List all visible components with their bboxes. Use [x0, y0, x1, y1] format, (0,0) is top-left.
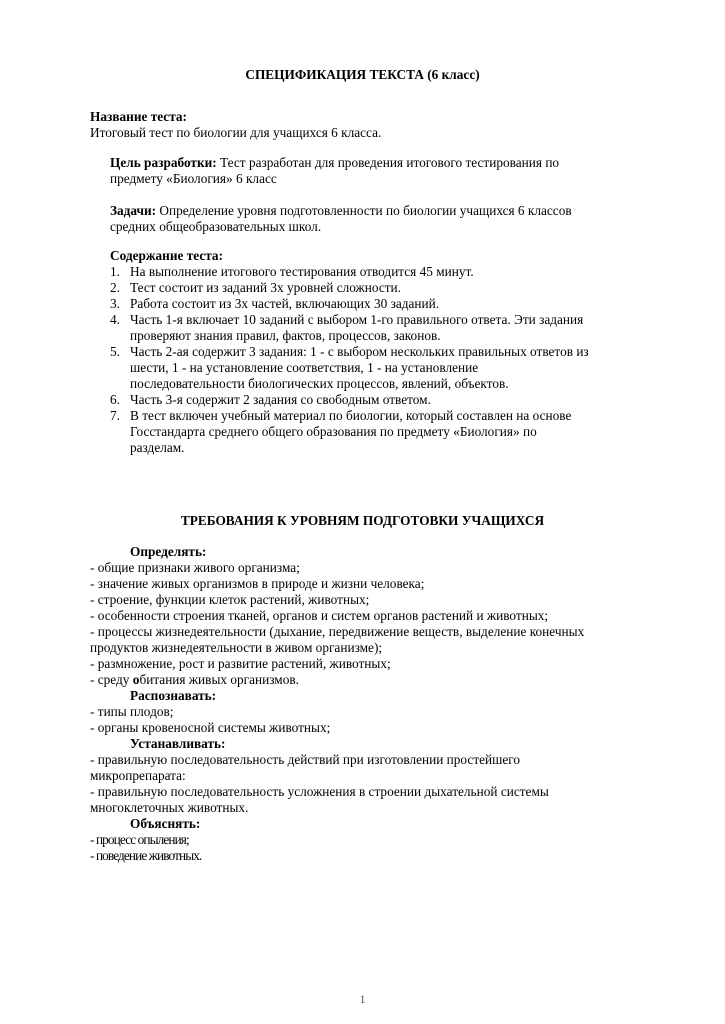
content-item [110, 408, 670, 456]
content-item-line: Часть 1-я включает 10 заданий с выбором 1-го правильного ответа. Эти задания [130, 312, 584, 327]
content-item-line: Госстандарта среднего общего образования по предмету «Биология» по [130, 424, 537, 439]
requirement-item: - поведение животных. [90, 848, 202, 863]
define-last-c: битания живых организмов. [139, 672, 299, 687]
content-item-line: проверяют знания правил, фактов, процессов, законов. [130, 328, 441, 343]
requirement-item: - типы плодов; [90, 704, 174, 719]
content-item [110, 392, 670, 408]
define-list [90, 560, 670, 672]
content-item-line: Часть 2-ая содержит 3 задания: 1 - с выбором нескольких правильных ответов из [130, 344, 589, 359]
content-item-number: 4. [110, 312, 120, 327]
goal-text-2: предмету «Биология» 6 класс [110, 171, 277, 186]
requirement-item: - общие признаки живого организма; [90, 560, 300, 575]
content-list [110, 264, 670, 456]
goal-section [110, 155, 559, 187]
requirement-item: - строение, функции клеток растений, животных; [90, 592, 370, 607]
content-item-number: 6. [110, 392, 120, 407]
requirements-title: ТРЕБОВАНИЯ К УРОВНЯМ ПОДГОТОВКИ УЧАЩИХСЯ [180, 513, 545, 528]
define-label: Определять: [130, 544, 207, 559]
tasks-label: Задачи: [110, 203, 157, 218]
define-last-b: о [132, 672, 140, 687]
explain-label: Объяснять: [130, 816, 201, 831]
define-item-last [90, 672, 670, 688]
explain-list [90, 832, 670, 864]
content-item-number: 1. [110, 264, 120, 279]
content-item-number: 5. [110, 344, 120, 359]
content-item-number: 3. [110, 296, 120, 311]
requirement-item: микропрепарата: [90, 768, 186, 783]
requirement-item: - размножение, рост и развитие растений, животных; [90, 656, 391, 671]
requirement-item: - процесс опыления; [90, 832, 189, 847]
content-item [110, 264, 670, 280]
goal-label: Цель разработки: [110, 155, 217, 170]
content-item-line: разделам. [130, 440, 185, 455]
establish-label: Устанавливать: [130, 736, 226, 751]
content-item-number: 2. [110, 280, 120, 295]
requirement-item: - особенности строения тканей, органов и систем органов растений и животных; [90, 608, 549, 623]
content-item-line: Часть 3-я содержит 2 задания со свободным ответом. [130, 392, 431, 407]
requirement-item: - правильную последовательность действий при изготовлении простейшего [90, 752, 521, 767]
content-item-line: Тест состоит из заданий 3х уровней сложности. [130, 280, 401, 295]
content-label: Содержание теста: [110, 248, 223, 263]
requirements-body [90, 544, 670, 864]
spec-title: СПЕЦИФИКАЦИЯ ТЕКСТА (6 класс) [245, 67, 480, 82]
content-item-line: На выполнение итогового тестирования отводится 45 минут. [130, 264, 474, 279]
content-item [110, 312, 670, 344]
content-item [110, 280, 670, 296]
content-item [110, 344, 670, 392]
requirement-item: - органы кровеносной системы животных; [90, 720, 331, 735]
define-last-a: - среду [90, 672, 133, 687]
test-name-section [90, 109, 381, 141]
content-item-line: шести, 1 - на установление соответствия, 1 - на установление [130, 360, 479, 375]
content-item-line: В тест включен учебный материал по биологии, который составлен на основе [130, 408, 572, 423]
content-item-line: Работа состоит из 3х частей, включающих 30 заданий. [130, 296, 440, 311]
content-item [110, 296, 670, 312]
test-name-label: Название теста: [90, 109, 187, 124]
content-section [110, 248, 223, 264]
recognize-label: Распознавать: [130, 688, 217, 703]
goal-text-1: Тест разработан для проведения итогового тестирования по [216, 155, 560, 170]
requirement-item: многоклеточных животных. [90, 800, 249, 815]
establish-list [90, 752, 670, 816]
requirement-item: - значение живых организмов в природе и жизни человека; [90, 576, 425, 591]
test-name-value: Итоговый тест по биологии для учащихся 6 класса. [90, 125, 382, 140]
page-number: 1 [359, 992, 366, 1006]
requirement-item: - правильную последовательность усложнения в строении дыхательной системы [90, 784, 549, 799]
content-item-number: 7. [110, 408, 120, 423]
requirement-item: - процессы жизнедеятельности (дыхание, передвижение веществ, выделение конечных [90, 624, 585, 639]
tasks-text-2: средних общеобразовательных школ. [110, 219, 322, 234]
content-list-wrap [110, 264, 670, 456]
tasks-text-1: Определение уровня подготовленности по биологии учащихся 6 классов [156, 203, 572, 218]
tasks-section [110, 203, 572, 235]
content-item-line: последовательности биологических процессов, явлений, объектов. [130, 376, 509, 391]
recognize-list [90, 704, 670, 736]
requirement-item: продуктов жизнедеятельности в живом организме); [90, 640, 383, 655]
